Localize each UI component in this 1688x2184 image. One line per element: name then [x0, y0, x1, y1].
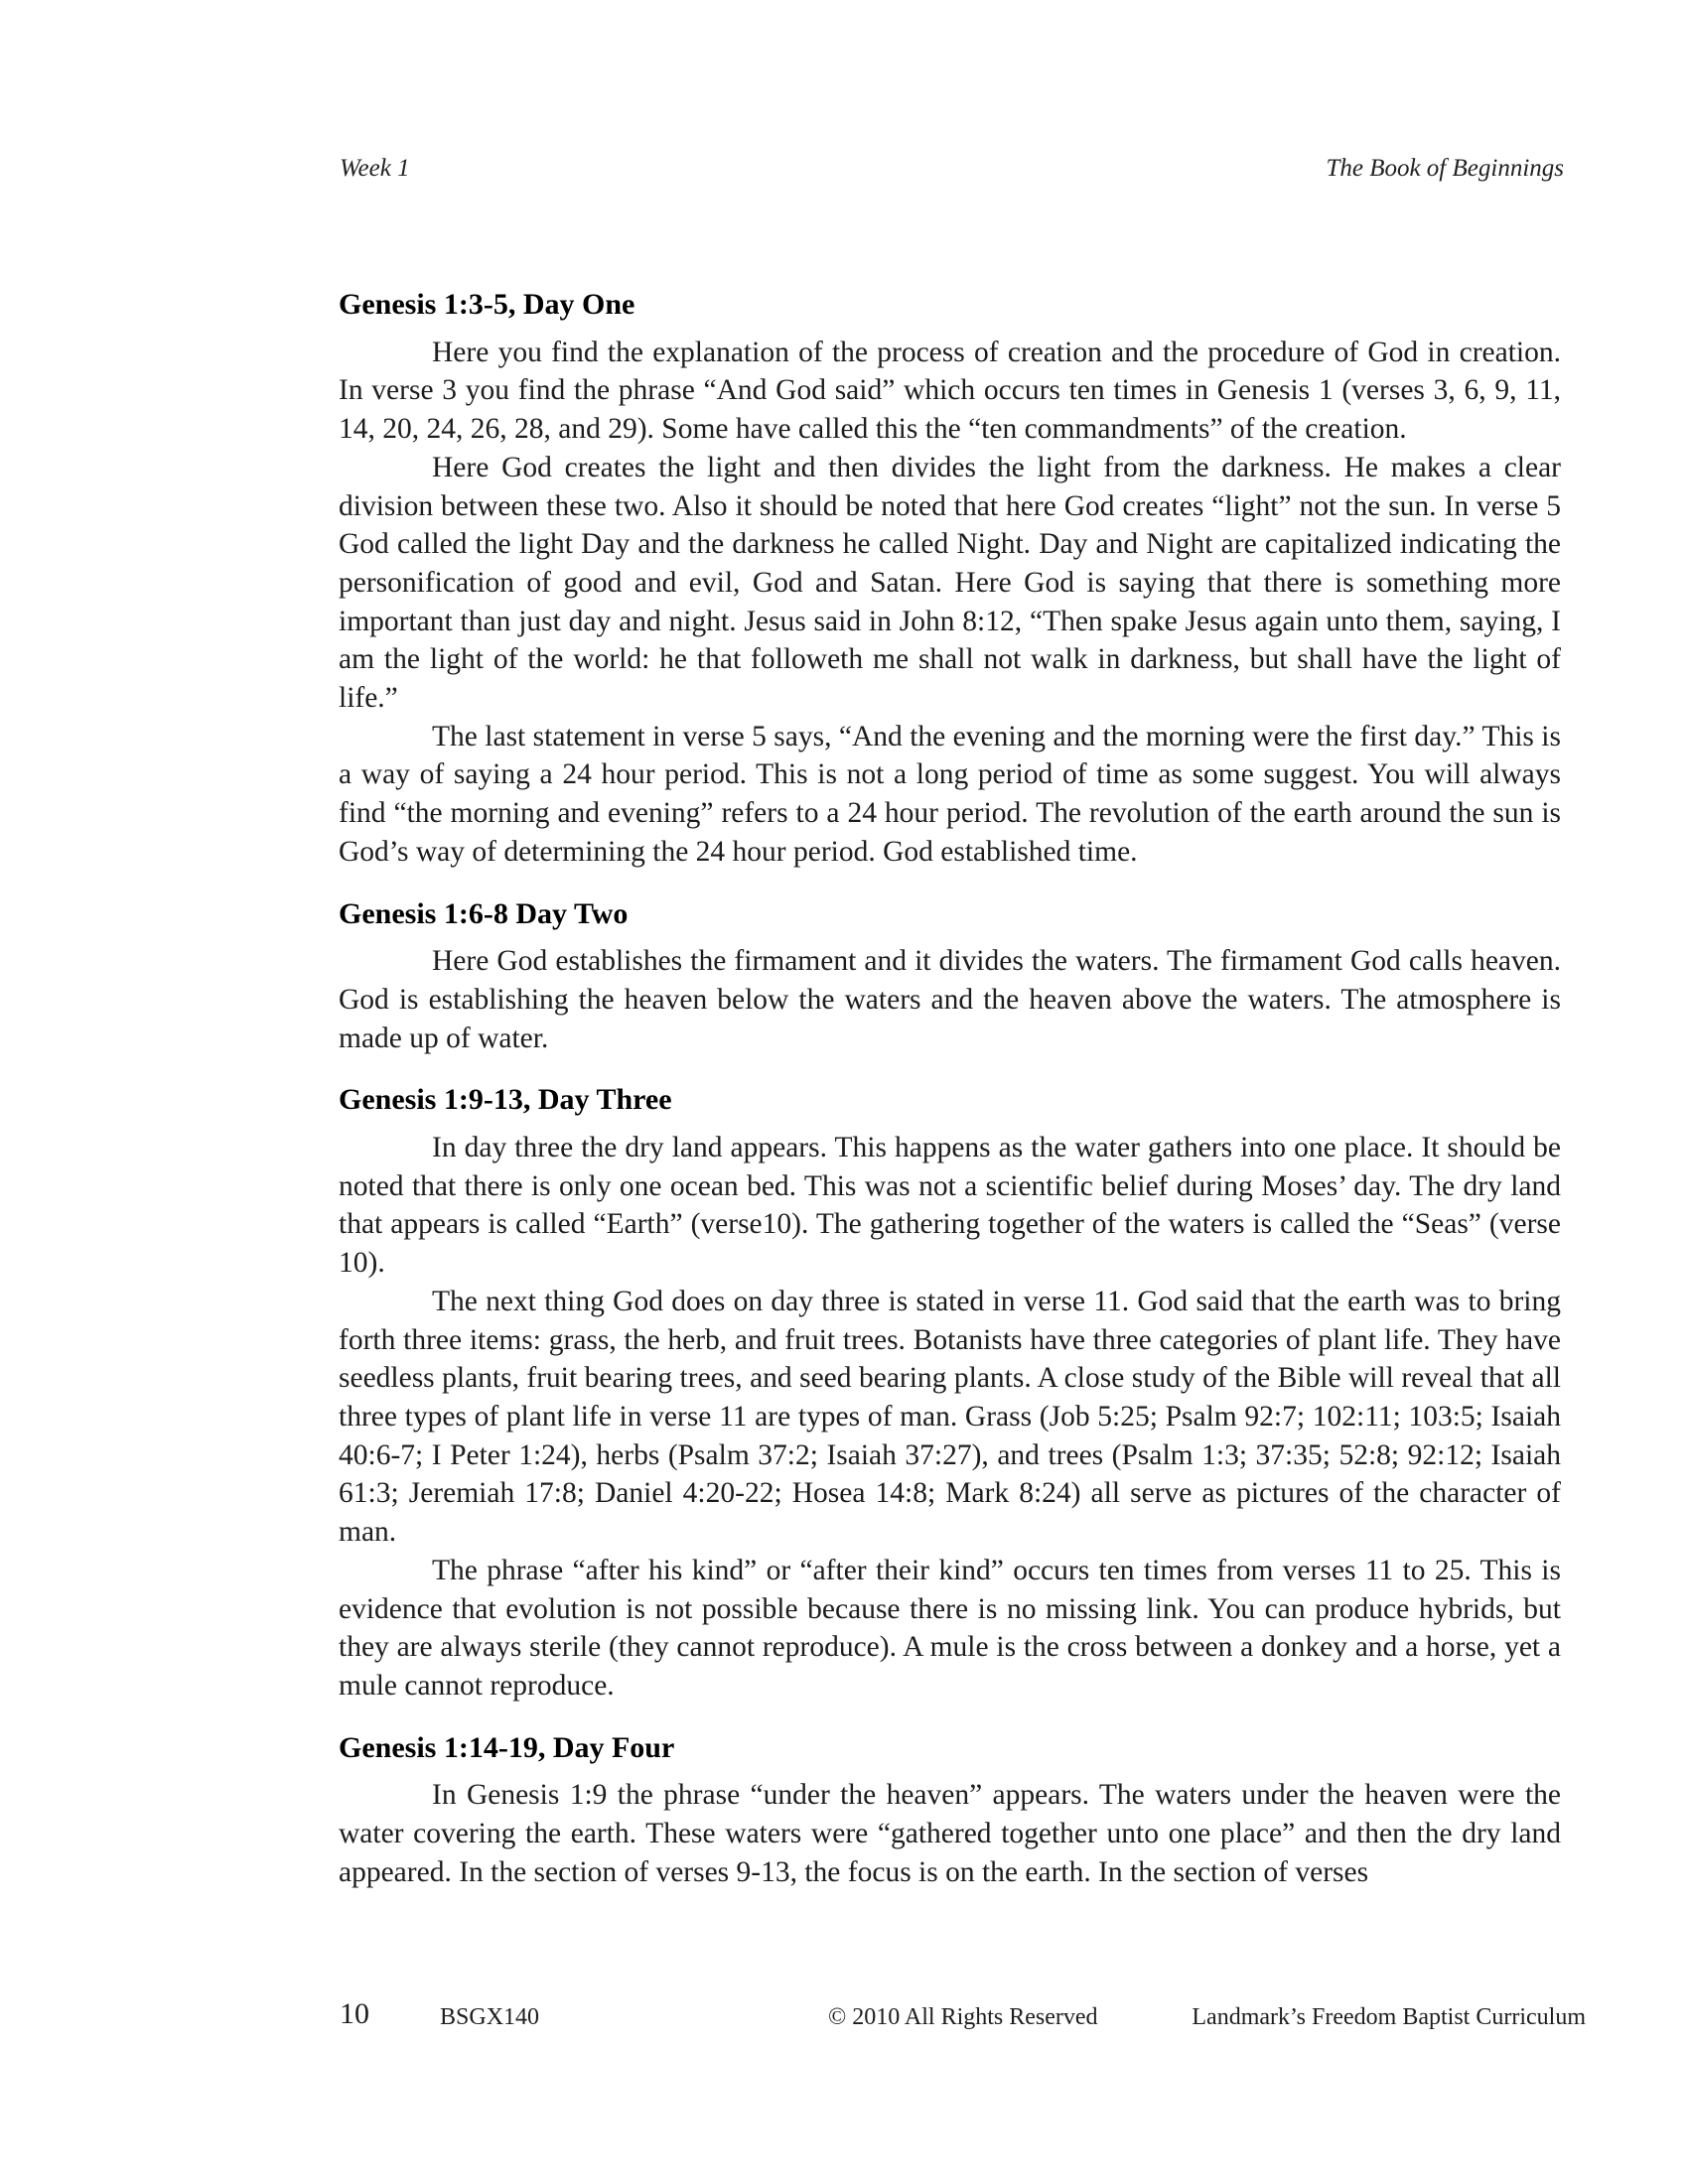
- section-heading-day-four: Genesis 1:14-19, Day Four: [339, 1730, 675, 1764]
- paragraph: Here you find the explanation of the process of creation and the procedure of God in creation. In verse 3 you find the phrase “And God said” which occurs ten times in Genesis 1 (verses 3, 6, 9, 11, 14, 20, 24, 26, 28, and 29). Some have called this the “ten commandments” of the creation.: [339, 336, 1561, 446]
- header-book-title: The Book of Beginnings: [1326, 155, 1564, 182]
- paragraph: The next thing God does on day three is stated in verse 11. God said that the earth was to bring forth three items: grass, the herb, and fruit trees. Botanists have three categories of plant life. They have seedless plants, fruit bearing trees, and seed bearing plants. A close study of the Bible will reveal that all three types of plant life in verse 11 are types of man. Grass (Job 5:25; Psalm 92:7; 102:11; 103:5; Isaiah 40:6-7; I Peter 1:24), herbs (Psalm 37:2; Isaiah 37:27), and trees (Psalm 1:3; 37:35; 52:8; 92:12; Isaiah 61:3; Jeremiah 17:8; Daniel 4:20-22; Hosea 14:8; Mark 8:24) all serve as pictures of the character of man.: [339, 1285, 1561, 1549]
- paragraph: Here God establishes the firmament and it divides the waters. The firmament God calls heaven. God is establishing the heaven below the waters and the heaven above the waters. The atmosphere is made up of water.: [339, 945, 1561, 1054]
- paragraph: The phrase “after his kind” or “after their kind” occurs ten times from verses 11 to 25. This is evidence that evolution is not possible because there is no missing link. You can produce hybrids, but they are always sterile (they cannot reproduce). A mule is the cross between a donkey and a horse, yet a mule cannot reproduce.: [339, 1554, 1561, 1702]
- lesson-content: [339, 286, 1561, 1891]
- section-heading-day-one: Genesis 1:3-5, Day One: [339, 288, 635, 321]
- section-heading-day-two: Genesis 1:6-8 Day Two: [339, 896, 629, 930]
- header-week-label: Week 1: [340, 155, 410, 182]
- paragraph: In day three the dry land appears. This happens as the water gathers into one place. It should be noted that there is only one ocean bed. This was not a scientific belief during Moses’ day. The dry land that appears is called “Earth” (verse10). The gathering together of the waters is called the “Seas” (verse 10).: [339, 1132, 1561, 1280]
- footer-copyright: © 2010 All Rights Reserved: [828, 2004, 1098, 2030]
- footer-page-number: 10: [340, 1997, 369, 2030]
- paragraph: Here God creates the light and then divides the light from the darkness. He makes a clear division between these two. Also it should be noted that here God creates “light” not the sun. In verse 5 God called the light Day and the darkness he called Night. Day and Night are capitalized indicating the personification of good and evil, God and Satan. Here God is saying that there is something more important than just day and night. Jesus said in John 8:12, “Then spake Jesus again unto them, saying, I am the light of the world: he that followeth me shall not walk in darkness, but shall have the light of life.”: [339, 451, 1561, 715]
- paragraph: In Genesis 1:9 the phrase “under the heaven” appears. The waters under the heaven were the water covering the earth. These waters were “gathered together unto one place” and then the dry land appeared. In the section of verses 9-13, the focus is on the earth. In the section of verses: [339, 1779, 1561, 1888]
- footer-publisher: Landmark’s Freedom Baptist Curriculum: [1192, 2004, 1586, 2030]
- paragraph: The last statement in verse 5 says, “And the evening and the morning were the first day.” This is a way of saying a 24 hour period. This is not a long period of time as some suggest. You will always find “the morning and evening” refers to a 24 hour period. The revolution of the earth around the sun is God’s way of determining the 24 hour period. God established time.: [339, 720, 1561, 868]
- footer-course-code: BSGX140: [440, 2004, 540, 2030]
- section-heading-day-three: Genesis 1:9-13, Day Three: [339, 1083, 672, 1117]
